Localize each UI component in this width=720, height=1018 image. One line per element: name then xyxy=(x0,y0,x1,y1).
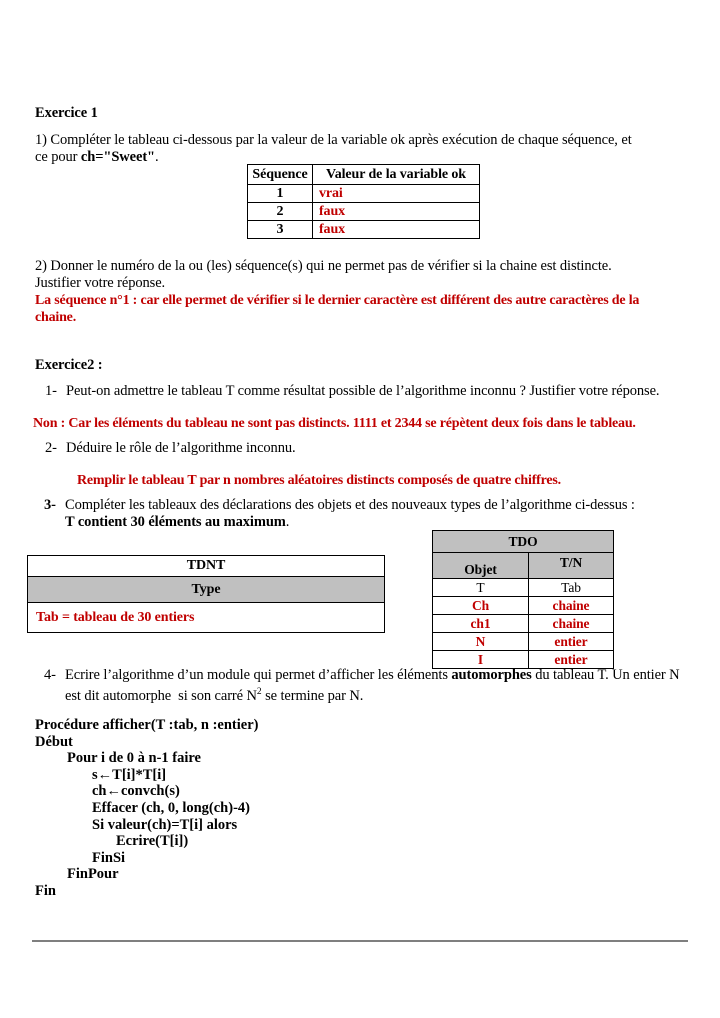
item4-line2 xyxy=(44,686,680,707)
sequence-table xyxy=(247,164,480,239)
exercise1-question2-line1: 2) Donner le numéro de la ou (les) séquence(s) qui ne permet pas de vérifier si la chaine est distincte. xyxy=(35,258,612,274)
sequence-number-cell: 2 xyxy=(248,203,313,221)
exercise1-answer-line1: La séquence n°1 : car elle permet de vérifier si le dernier caractère est différent des autre caractères de la xyxy=(35,293,640,308)
tdo-type-cell: entier xyxy=(529,633,614,651)
item1-number: 1- xyxy=(45,383,57,399)
tdo-table xyxy=(432,530,614,669)
sequence-value-cell: faux xyxy=(313,221,480,239)
code-line: FinSi xyxy=(92,849,126,866)
sequence-value-cell: vrai xyxy=(313,185,480,203)
tdnt-table xyxy=(27,555,385,633)
tdo-objet-cell: T xyxy=(433,579,529,597)
exercise2-item4 xyxy=(44,665,680,706)
tdnt-title-row xyxy=(28,556,385,577)
exercise2-item3 xyxy=(44,497,635,531)
sequence-table-header-row xyxy=(248,165,480,185)
item4-bold-word: automorphes xyxy=(451,667,532,683)
table-row xyxy=(433,615,614,633)
item3-line1 xyxy=(44,497,635,514)
table-row xyxy=(248,185,480,203)
code-line: Début xyxy=(35,733,73,750)
item3-text: Compléter les tableaux des déclarations des objets et des nouveaux types de l’algorithme ci-dessus : xyxy=(65,497,635,513)
question1-line2-prefix: ce pour xyxy=(35,149,81,165)
code-line: s←T[i]*T[i] xyxy=(92,766,167,783)
item4-superscript: 2 xyxy=(256,686,262,697)
question1-line2-bold: ch="Sweet" xyxy=(80,149,156,165)
sequence-value-cell: faux xyxy=(313,203,480,221)
exercise2-answer1: Non : Car les éléments du tableau ne sont pas distincts. 1111 et 2344 se répètent deux fois dans le tableau. xyxy=(33,416,636,431)
code-line: ch←convch(s) xyxy=(92,783,180,800)
exercise1-question2 xyxy=(35,258,612,292)
sequence-number-cell: 1 xyxy=(248,185,313,203)
exercise2-title: Exercice2 : xyxy=(35,357,103,373)
tdnt-type-header-cell: Type xyxy=(28,577,385,603)
tdo-type-cell: Tab xyxy=(529,579,614,597)
item4-line1 xyxy=(44,665,680,686)
tdo-objet-cell: I xyxy=(433,651,529,669)
tdo-type-cell: entier xyxy=(529,651,614,669)
algorithm-code-block xyxy=(35,717,258,900)
footer-divider xyxy=(32,940,688,942)
table-row xyxy=(433,597,614,615)
item3-number: 3- xyxy=(44,497,56,513)
sequence-header-cell: Séquence xyxy=(248,165,313,185)
code-line: Pour i de 0 à n-1 faire xyxy=(67,750,201,767)
tdo-tn-header-cell: T/N xyxy=(529,553,614,579)
exercise1-question1-line1: 1) Compléter le tableau ci-dessous par la valeur de la variable ok après exécution de chaque séquence, et xyxy=(35,132,632,148)
exercise2-answer2: Remplir le tableau T par n nombres aléatoires distincts composés de quatre chiffres. xyxy=(77,473,561,488)
exercise2-item1 xyxy=(45,383,659,400)
item3-bold-note: T contient 30 éléments au maximum xyxy=(65,514,286,530)
exercise1-answer xyxy=(35,292,639,326)
code-line: FinPour xyxy=(67,866,119,883)
code-line: Procédure afficher(T :tab, n :entier) xyxy=(35,717,259,733)
value-header-cell: Valeur de la variable ok xyxy=(313,165,480,185)
item1-text: Peut-on admettre le tableau T comme résultat possible de l’algorithme inconnu ? Justifier votre réponse. xyxy=(66,383,660,399)
tdo-title-cell: TDO xyxy=(433,531,614,553)
tdo-objet-cell: N xyxy=(433,633,529,651)
item2-number: 2- xyxy=(45,440,57,456)
code-line: Ecrire(T[i]) xyxy=(116,833,189,850)
exercise1-answer-line2: chaine. xyxy=(35,310,76,325)
table-row xyxy=(433,579,614,597)
item4-number: 4- xyxy=(44,667,56,683)
item4-text-seg2: du tableau T. Un entier N xyxy=(531,667,680,683)
code-line: Effacer (ch, 0, long(ch)-4) xyxy=(92,799,250,816)
tdnt-value-cell: Tab = tableau de 30 entiers xyxy=(28,603,385,633)
item4-text-seg3: est dit automorphe si son carré N xyxy=(65,687,257,704)
tdo-objet-cell: ch1 xyxy=(433,615,529,633)
sequence-number-cell: 3 xyxy=(248,221,313,239)
item3-line2 xyxy=(44,514,635,531)
table-row xyxy=(28,603,385,633)
tdnt-header-row xyxy=(28,577,385,603)
code-line: Fin xyxy=(35,882,56,899)
question1-line2-suffix: . xyxy=(155,149,159,165)
item4-text-seg4: se termine par N. xyxy=(261,687,364,704)
tdnt-title-cell: TDNT xyxy=(28,556,385,577)
tdo-type-cell: chaine xyxy=(529,615,614,633)
exercise2-item2 xyxy=(45,440,296,457)
exercise1-title: Exercice 1 xyxy=(35,105,98,121)
exercise1-question2-line2: Justifier votre réponse. xyxy=(35,275,166,291)
exercise1-question1 xyxy=(35,132,632,166)
tdo-objet-cell: Ch xyxy=(433,597,529,615)
tdo-type-cell: chaine xyxy=(529,597,614,615)
tdo-title-row xyxy=(433,531,614,553)
table-row xyxy=(248,203,480,221)
item4-text-seg1: Ecrire l’algorithme d’un module qui permet d’afficher les éléments xyxy=(65,667,452,683)
tdo-objet-header-cell: Objet xyxy=(433,553,529,579)
table-row xyxy=(433,633,614,651)
item3-bold-note-suffix: . xyxy=(285,514,290,530)
tdo-header-row xyxy=(433,553,614,579)
code-line: Si valeur(ch)=T[i] alors xyxy=(92,816,238,833)
table-row xyxy=(248,221,480,239)
item2-text: Déduire le rôle de l’algorithme inconnu. xyxy=(66,440,296,456)
